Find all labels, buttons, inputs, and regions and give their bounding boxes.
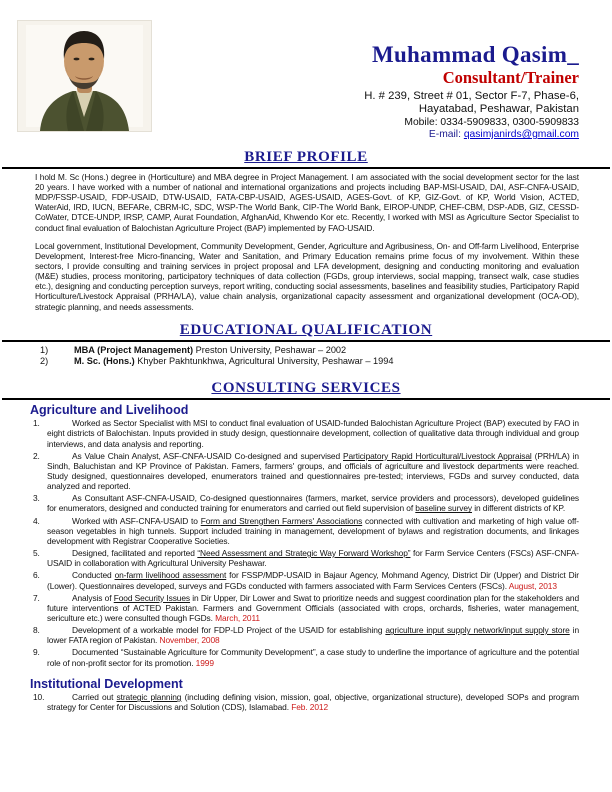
consulting-body <box>0 403 612 713</box>
education-item <box>40 356 579 368</box>
profile-paragraph-2: Local government, Institutional Development, Community Development, Gender, Agriculture and Agribusiness, On- and Off-farm Livelihood, Enterprise Development, Interest-free Micro-financing, Water and Sanitation, and Primary Education remains prime focus of my involvement. Within these sectors, I provide consulting and training services in project proposal and LFA development, designing and conducting monitoring and evaluation (M&E) studies, process monitoring, participatory techniques of data collection (FGDs, group interviews, social mapping, transect walk, case studies etc.), designing and conducting perception surveys, report writing, conducting social assessments, baselines and feasibility studies, Participatory Rapid Horticulture/Livestock Appraisal (PRHA/LA), value chain analysis, organizational capacity assessment and organizational development (OCA-OD), strategic planning, and needs assessments. <box>35 240 579 312</box>
section-rule <box>2 340 610 342</box>
item-text: (including defining vision, mission, goal, objective, organizational structure), developed SOPs and program strategy for Center for Discussions and Solution (CDS), Islamabad. <box>47 692 579 713</box>
item-text: Conducted <box>72 570 115 581</box>
item-text: Carried out <box>72 692 117 703</box>
item-text: connected with cultivation and marketing of high value off-season vegetables in high tunnels. Support included training in management, development of bylaws and registration documents, and linkages development with Registrar Cooperative Societies. <box>47 515 579 546</box>
consulting-item <box>33 493 579 514</box>
list-number: 2) <box>40 356 49 367</box>
profile-photo <box>17 20 152 132</box>
item-text: (PRH/LA) in Sindh, Baluchistan and KP Province of Pakistan. Famers, farmers' groups, and officials of agriculture and livestock departments were reached. Study designed, questionnaires developed, enumerators trained and questionnaires pre-tested; interviews, FGDs and survey conducted, data analyzed and reported. <box>47 450 579 492</box>
section-brief-profile <box>0 150 612 312</box>
section-title-education: EDUCATIONAL QUALIFICATION <box>179 321 433 338</box>
consulting-item <box>33 692 579 713</box>
item-date: March, 2011 <box>215 613 260 623</box>
section-title-brief-profile: BRIEF PROFILE <box>244 149 368 165</box>
portrait-illustration <box>18 21 151 131</box>
item-date: August, 2013 <box>508 580 557 591</box>
item-text: in different districts of KP. <box>472 503 566 514</box>
person-name: Muhammad Qasim_ <box>371 42 579 67</box>
degree-name: M. Sc. (Hons.) <box>74 356 135 367</box>
consulting-item <box>33 592 580 623</box>
item-date: 1999 <box>195 657 214 668</box>
item-text: for FSSP/MDP-USAID in Bajaur Agency, Mohmand Agency, District Dir (Upper) and District Dir (Lower). Questionnaires developed, surveys and FGDs conducted with farmers associated with Farm Services Centers (FSCs). <box>47 570 579 591</box>
education-list <box>40 345 579 369</box>
list-number: 4. <box>33 515 40 526</box>
item-text: Worked with ASF-CNFA-USAID to <box>72 515 201 526</box>
item-text: Analysis of <box>72 592 114 603</box>
item-text: Worked as Sector Specialist with MSI to conduct final evaluation of USAID-funded Balochistan Agriculture Project (BAP) executed by FAO in eight districts of Balochistan. Inputs provided in study design, questionnaire development, collection of qualitative data through individual and group interviews, and data analysis and reporting. <box>47 418 579 449</box>
item-underlined-phrase: agriculture input supply network/input supply store <box>385 625 570 636</box>
list-number: 9. <box>33 647 40 658</box>
list-number: 3. <box>33 493 40 504</box>
address-line-1: H. # 239, Street # 01, Sector F-7, Phase-6, <box>364 90 579 103</box>
email-link[interactable]: qasimjanirds@gmail.com <box>463 129 579 141</box>
item-text: As Value Chain Analyst, ASF-CNFA-USAID Co-designed and supervised <box>72 450 343 461</box>
mobile-line: Mobile: 0334-5909833, 0300-5909833 <box>404 116 579 128</box>
list-number: 10. <box>33 692 45 703</box>
item-text: Designed, facilitated and reported <box>72 548 198 559</box>
section-title-consulting: CONSULTING SERVICES <box>211 380 401 397</box>
consulting-item <box>33 418 579 449</box>
item-underlined-phrase: “Need Assessment and Strategic Way Forward Workshop” <box>197 548 411 559</box>
degree-name: MBA (Project Management) <box>74 344 194 355</box>
consulting-item <box>33 515 579 546</box>
consulting-item <box>33 625 580 646</box>
list-number: 7. <box>33 592 40 603</box>
list-number: 1. <box>33 418 40 429</box>
list-number: 8. <box>33 625 40 636</box>
section-rule <box>2 398 610 400</box>
section-rule <box>2 167 610 169</box>
item-text: in lower FATA region of Pakistan. <box>47 625 580 646</box>
consulting-item <box>33 548 579 569</box>
header <box>0 0 612 141</box>
list-number: 6. <box>33 570 40 581</box>
item-underlined-phrase: Food Security Issues <box>113 592 191 603</box>
subsection-heading: Agriculture and Livelihood <box>30 402 189 417</box>
email-row <box>364 129 579 141</box>
section-education <box>0 323 612 368</box>
consulting-item <box>33 570 579 591</box>
contact-block <box>364 42 579 141</box>
role-title: Consultant/Trainer <box>442 67 579 87</box>
item-text: As Consultant ASF-CNFA-USAID, Co-designed questionnaires (farmers, market, service providers and processors), developed guidelines for enumerators, designed and conducted training for enumerators and carried out field supervision of <box>47 493 579 514</box>
subsection-heading: Institutional Development <box>30 676 183 691</box>
item-text: Development of a workable model for FDP-LD Project of the USAID for establishing <box>72 625 386 636</box>
item-underlined-phrase: Form and Strengthen Farmers' Associations <box>200 515 363 526</box>
item-text: Documented “Sustainable Agriculture for Community Development”, a case study to underline the importance of agriculture and the potential role of non-profit sector for its promotion. <box>47 647 579 668</box>
list-number: 1) <box>40 344 49 355</box>
consulting-item <box>33 647 579 668</box>
item-text: for Farm Service Centers (FSCs) ASF-CNFA-USAID in collaboration with Agricultural University Peshawar. <box>47 548 579 569</box>
degree-details: Preston University, Peshawar – 2002 <box>193 344 347 355</box>
section-consulting <box>0 381 612 712</box>
profile-paragraph-1: I hold M. Sc (Hons.) degree in (Horticulture) and MBA degree in Project Management. I am associated with the social development sector for the last 20 years. I have worked with a number of national and international organizations and projects including BAP-MSI-USAID, DAI, ASF-CNFA-USAID, MDP/FSSP-USAID, FDP-USAID, DTW-USAID, FATA-CBP-USAID, AGES-USAID, AGES-Govt. of KP, GIZ-Govt. of KP, World Vision, ACTED, WaterAid, IRD, IUCN, BEFARe, CBRM-IC, SDC, WSP-The World Bank, CIP-The World Bank, EIROP-UNDP, CHEF-CBM, DSP-ADB, GIZ, CESSD-CoWater, DTCE-UNDP, IRSP, CAMP, Aurat Foundation, AfghanAid, Khwendo Kor etc. Recently, I worked with MSI as Agriculture Sector Specialist to conduct final evaluation of Balochistan Agriculture Project (BAP) implemented by FAO-USAID. <box>35 171 579 233</box>
item-date: Feb. 2012 <box>291 702 329 713</box>
consulting-item <box>33 450 579 492</box>
item-date: November, 2008 <box>159 635 220 646</box>
education-item <box>40 345 579 357</box>
degree-details: Khyber Pakhtunkhwa, Agricultural University, Peshawar – 1994 <box>134 356 394 367</box>
list-number: 2. <box>33 450 40 461</box>
email-label: E-mail: <box>428 129 461 141</box>
item-underlined-phrase: on-farm livelihood assessment <box>114 570 227 581</box>
address-line-2: Hayatabad, Peshawar, Pakistan <box>418 102 579 115</box>
item-underlined-phrase: Participatory Rapid Horticultural/Livestock Appraisal <box>343 450 532 461</box>
item-underlined-phrase: baseline survey <box>415 503 472 514</box>
item-text: in Dir Upper, Dir Lower and Swat to prioritize needs and suggest coordination plan for the stakeholders and future interventions of ACTED Pakistan. Farmers and Government Officials (associated with crops, orchards, fisheries, water management, sericulture etc.) were consulted though FGDs. <box>47 592 580 623</box>
list-number: 5. <box>33 548 40 559</box>
item-underlined-phrase: strategic planning <box>116 692 182 703</box>
